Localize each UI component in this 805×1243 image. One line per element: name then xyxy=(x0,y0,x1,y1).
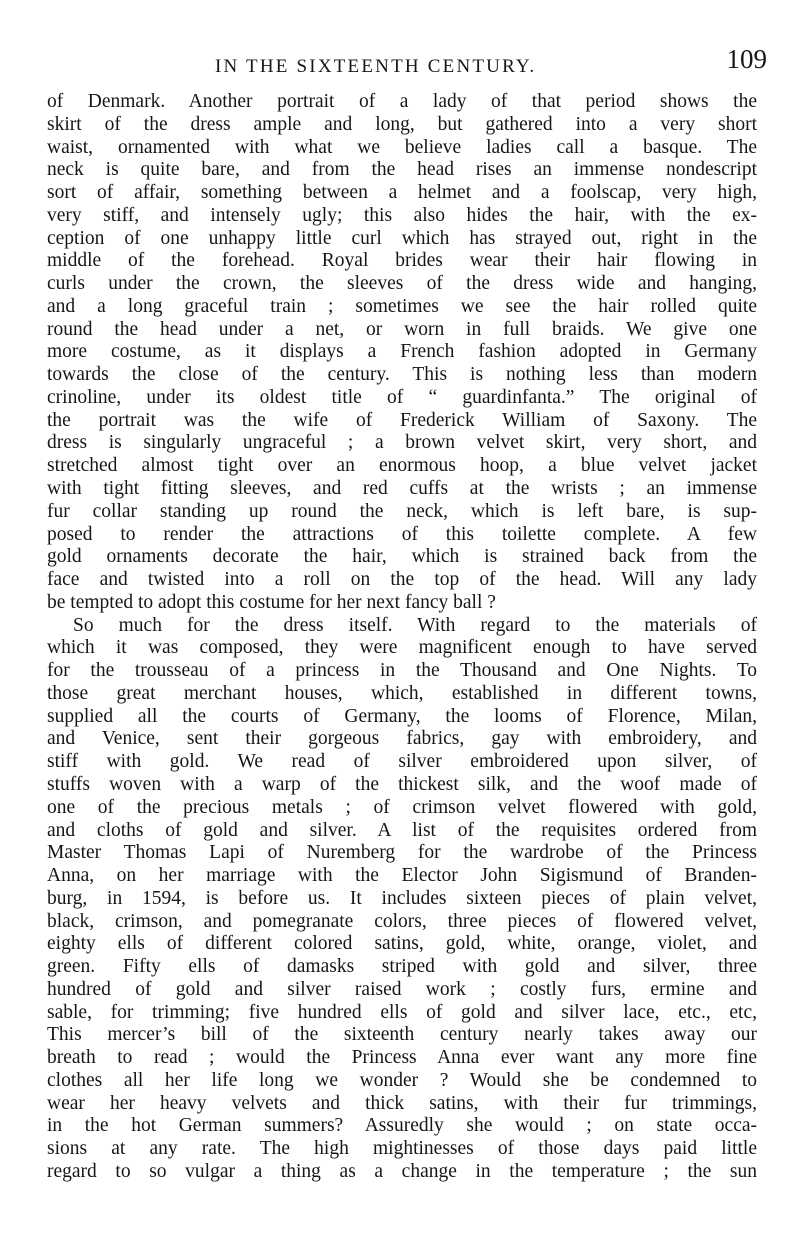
text-line: supplied all the courts of Germany, the looms of Florence, Milan, xyxy=(47,705,757,727)
text-line: hundred of gold and silver raised work ; costly furs, ermine and xyxy=(47,978,757,1000)
text-line: clothes all her life long we wonder ? Would she be condemned to xyxy=(47,1069,757,1091)
text-line: sort of affair, something between a helmet and a foolscap, very high, xyxy=(47,182,757,204)
text-line: green. Fifty ells of damasks striped with gold and silver, three xyxy=(47,956,757,978)
text-line: stretched almost tight over an enormous hoop, a blue velvet jacket xyxy=(47,455,757,477)
text-line: waist, ornamented with what we believe ladies call a basque. The xyxy=(47,136,757,158)
text-line: in the hot German summers? Assuredly she would ; on state occa- xyxy=(47,1115,757,1137)
text-line: of Denmark. Another portrait of a lady of that period shows the xyxy=(47,91,757,112)
running-head: IN THE SIXTEENTH CENTURY. xyxy=(215,56,537,77)
text-line: burg, in 1594, is before us. It includes sixteen pieces of plain velvet, xyxy=(47,887,757,909)
text-line: skirt of the dress ample and long, but gathered into a very short xyxy=(47,113,757,135)
text-line: gold ornaments decorate the hair, which is strained back from the xyxy=(47,546,757,568)
text-line: stiff with gold. We read of silver embroidered upon silver, of xyxy=(47,751,757,773)
text-line: be tempted to adopt this costume for her next fancy ball ? xyxy=(47,591,496,613)
text-line: for the trousseau of a princess in the Thousand and One Nights. To xyxy=(47,660,757,682)
text-line: face and twisted into a roll on the top of the head. Will any lady xyxy=(47,569,757,591)
page-number: 109 xyxy=(726,44,767,74)
text-line: wear her heavy velvets and thick satins, with their fur trimmings, xyxy=(47,1092,757,1114)
text-line: sable, for trimming; five hundred ells of gold and silver lace, etc., etc, xyxy=(47,1001,757,1023)
text-line: breath to read ; would the Princess Anna ever want any more fine xyxy=(47,1047,757,1069)
text-line: This mercer’s bill of the sixteenth century nearly takes away our xyxy=(47,1024,757,1046)
text-line: curls under the crown, the sleeves of the dress wide and hanging, xyxy=(47,273,757,295)
text-line: Master Thomas Lapi of Nuremberg for the wardrobe of the Princess xyxy=(47,842,757,864)
text-line: more costume, as it displays a French fashion adopted in Germany xyxy=(47,341,757,363)
text-line: the portrait was the wife of Frederick William of Saxony. The xyxy=(47,409,757,431)
text-line: very stiff, and intensely ugly; this also hides the hair, with the ex- xyxy=(47,204,757,226)
text-line: ception of one unhappy little curl which has strayed out, right in the xyxy=(47,227,757,249)
text-line: and a long graceful train ; sometimes we see the hair rolled quite xyxy=(47,295,757,317)
body-text xyxy=(47,91,757,1184)
text-line: regard to so vulgar a thing as a change in the temperature ; the sun xyxy=(47,1160,757,1182)
text-line: towards the close of the century. This is nothing less than modern xyxy=(47,364,757,386)
text-line: which it was composed, they were magnificent enough to have served xyxy=(47,637,757,659)
text-line: crinoline, under its oldest title of “ guardinfanta.” The original of xyxy=(47,386,757,408)
text-line: and cloths of gold and silver. A list of the requisites ordered from xyxy=(47,819,757,841)
text-line: those great merchant houses, which, established in different towns, xyxy=(47,682,757,704)
text-line: one of the precious metals ; of crimson velvet flowered with gold, xyxy=(47,796,757,818)
text-line: middle of the forehead. Royal brides wear their hair flowing in xyxy=(47,250,757,272)
text-line: neck is quite bare, and from the head rises an immense nondescript xyxy=(47,159,757,181)
text-line: stuffs woven with a warp of the thickest silk, and the woof made of xyxy=(47,773,757,795)
text-line: sions at any rate. The high mightinesses of those days paid little xyxy=(47,1138,757,1160)
text-line: eighty ells of different colored satins, gold, white, orange, violet, and xyxy=(47,933,757,955)
text-line: and Venice, sent their gorgeous fabrics, gay with embroidery, and xyxy=(47,728,757,750)
text-line: fur collar standing up round the neck, which is left bare, is sup- xyxy=(47,500,757,522)
text-line: So much for the dress itself. With regard to the materials of xyxy=(73,614,757,636)
text-line: round the head under a net, or worn in full braids. We give one xyxy=(47,318,757,340)
text-line: with tight fitting sleeves, and red cuffs at the wrists ; an immense xyxy=(47,478,757,500)
page-header xyxy=(0,44,805,84)
text-line: black, crimson, and pomegranate colors, three pieces of flowered velvet, xyxy=(47,910,757,932)
text-line: Anna, on her marriage with the Elector John Sigismund of Branden- xyxy=(47,865,757,887)
text-line: dress is singularly ungraceful ; a brown velvet skirt, very short, and xyxy=(47,432,757,454)
text-line: posed to render the attractions of this toilette complete. A few xyxy=(47,523,757,545)
